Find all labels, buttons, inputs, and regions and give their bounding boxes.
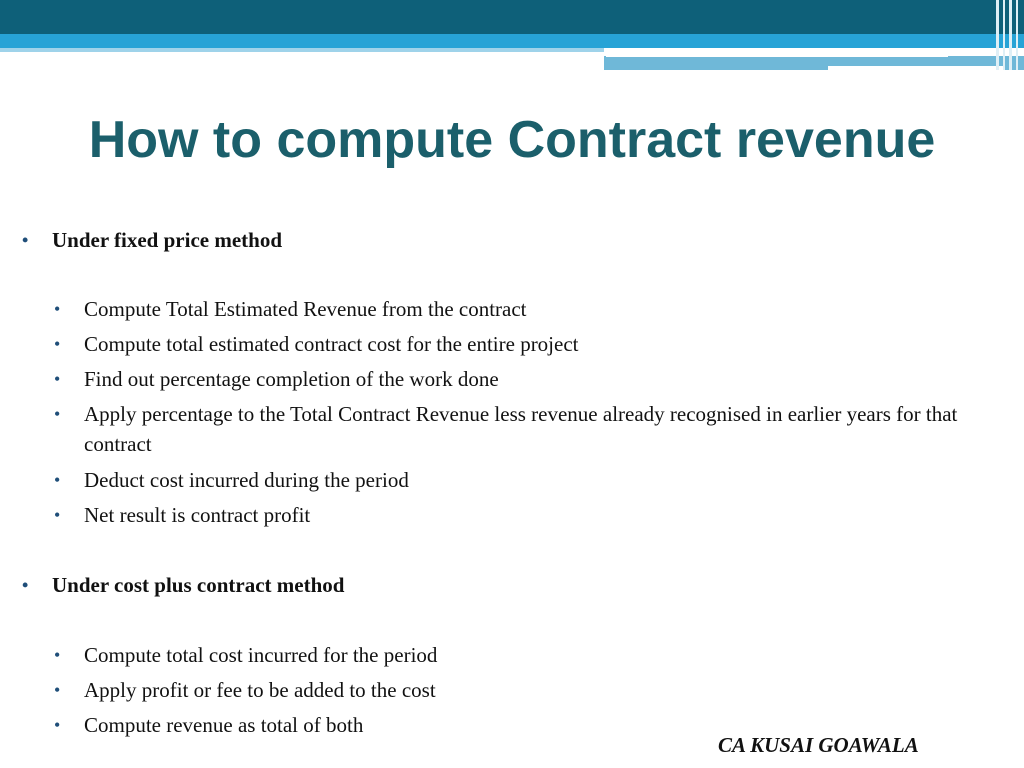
list-item: • Compute total estimated contract cost for the entire project — [84, 329, 1014, 359]
list-item: • Apply percentage to the Total Contract Revenue less revenue already recognised in earlier years for that contract — [84, 399, 1014, 459]
list-item: • Apply profit or fee to be added to the cost — [84, 675, 1014, 705]
section-heading-cost-plus: • Under cost plus contract method — [52, 570, 344, 600]
bullet-icon: • — [54, 334, 61, 354]
slide-title: How to compute Contract revenue — [88, 111, 936, 169]
list-item: • Compute total cost incurred for the period — [84, 640, 1014, 670]
section-heading-fixed-price: • Under fixed price method — [52, 225, 282, 255]
bullet-icon: • — [54, 404, 61, 424]
bullet-icon: • — [22, 230, 29, 250]
bullet-icon: • — [54, 645, 61, 665]
list-item: • Compute revenue as total of both — [84, 710, 1014, 740]
bullet-icon: • — [54, 680, 61, 700]
bullet-icon: • — [54, 715, 61, 735]
bullet-icon: • — [54, 369, 61, 389]
list-item: • Find out percentage completion of the work done — [84, 364, 1014, 394]
list-item: • Deduct cost incurred during the period — [84, 465, 1014, 495]
bullet-icon: • — [22, 575, 29, 595]
list-item: • Compute Total Estimated Revenue from the contract — [84, 294, 1014, 324]
bullet-icon: • — [54, 470, 61, 490]
bullet-icon: • — [54, 299, 61, 319]
bullet-icon: • — [54, 505, 61, 525]
author-footer: CA KUSAI GOAWALA — [718, 733, 919, 757]
list-item: • Net result is contract profit — [84, 500, 1014, 530]
